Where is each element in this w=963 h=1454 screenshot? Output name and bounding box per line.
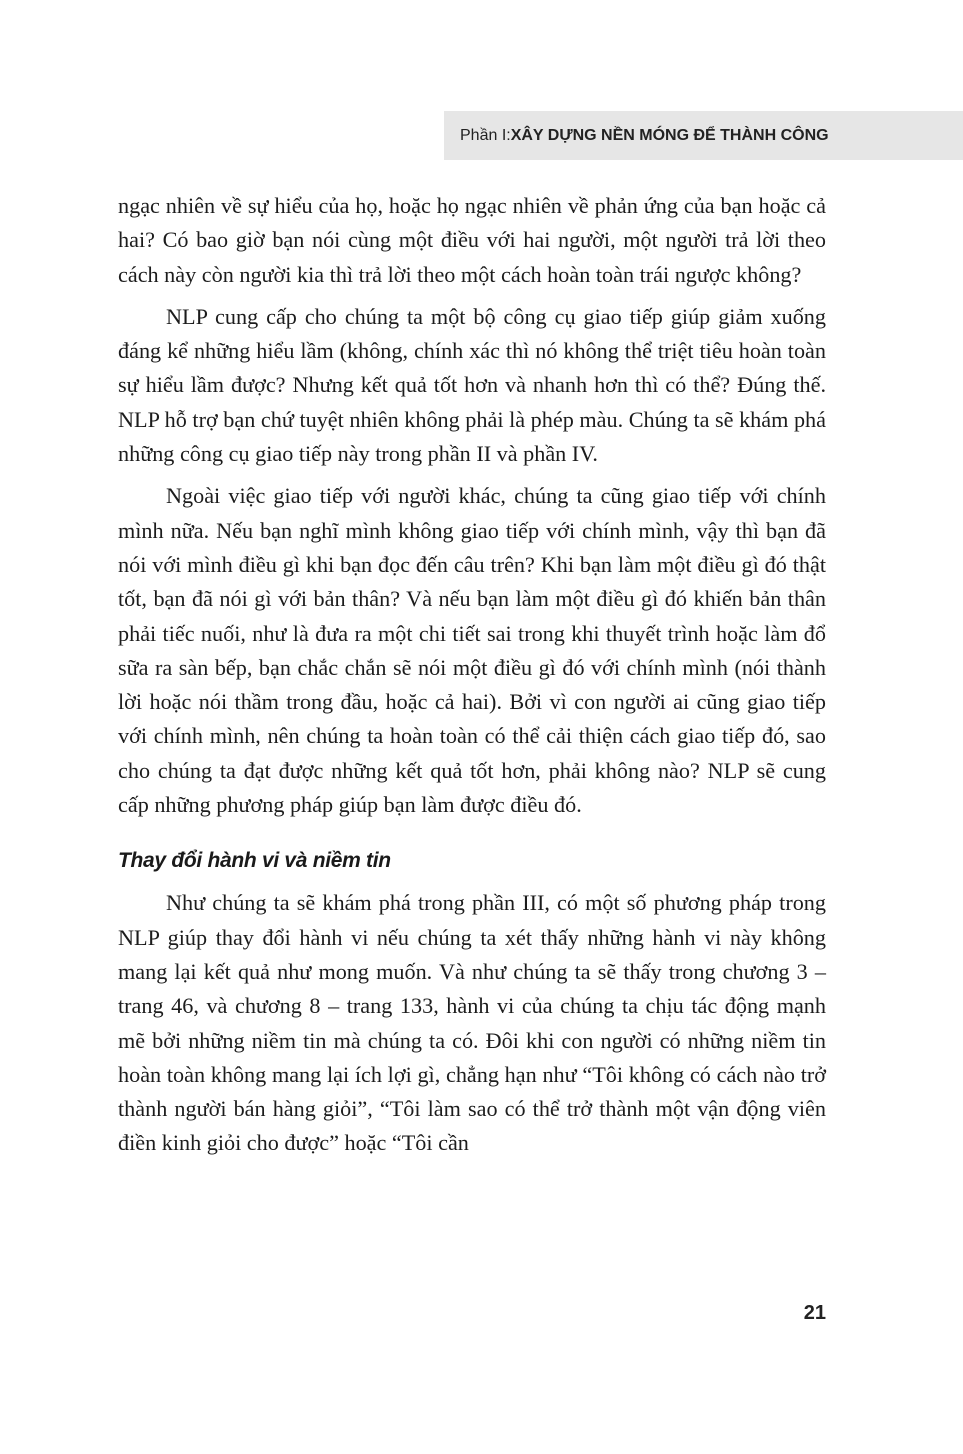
paragraph-continued: ngạc nhiên về sự hiểu của họ, hoặc họ ngạc nhiên về phản ứng của bạn hoặc cả hai? Có bao giờ bạn nói cùng một điều với hai người, một người trả lời theo cách này còn người kia thì trả lời theo một cách hoàn toàn trái ngược không? xyxy=(118,193,826,287)
header-part-title: XÂY DỰNG NỀN MÓNG ĐỂ THÀNH CÔNG xyxy=(510,126,829,144)
paragraph: Ngoài việc giao tiếp với người khác, chúng ta cũng giao tiếp với chính mình nữa. Nếu bạn nghĩ mình không giao tiếp với chính mình, vậy thì bạn đã nói với mình điều gì khi bạn đọc đến câu trên? Khi bạn làm một điều gì đó thật tốt, bạn đã nói gì với bản thân? Và nếu bạn làm một điều gì đó khiến bản thân phải tiếc nuối, như là đưa ra một chi tiết sai trong khi thuyết trình hoặc làm đổ sữa ra sàn bếp, bạn chắc chắn sẽ nói một điều gì đó với chính mình (nói thành lời hoặc nói thầm trong đầu, hoặc cả hai). Bởi vì con người ai cũng giao tiếp với chính mình, nên chúng ta hoàn toàn có thể cải thiện cách giao tiếp đó, sao cho chúng ta đạt được những kết quả tốt hơn, phải không nào? NLP sẽ cung cấp những phương pháp giúp bạn làm được điều đó. xyxy=(118,483,826,818)
page-body xyxy=(118,189,826,1169)
section-heading: Thay đổi hành vi và niềm tin xyxy=(118,849,391,873)
paragraph: Như chúng ta sẽ khám phá trong phần III, có một số phương pháp trong NLP giúp thay đổi hành vi nếu chúng ta xét thấy những hành vi này không mang lại kết quả như mong muốn. Và như chúng ta sẽ thấy trong chương 3 – trang 46, và chương 8 – trang 133, hành vi của chúng ta chịu tác động mạnh mẽ bởi những niềm tin mà chúng ta có. Đôi khi con người có những niềm tin hoàn toàn không mang lại ích lợi gì, chẳng hạn như “Tôi không có cách nào trở thành người bán hàng giỏi”, “Tôi làm sao có thể trở thành một vận động viên điền kinh giỏi cho được” hoặc “Tôi cần xyxy=(118,890,826,1156)
running-header xyxy=(444,111,963,160)
paragraph: NLP cung cấp cho chúng ta một bộ công cụ giao tiếp giúp giảm xuống đáng kể những hiểu lầm (không, chính xác thì nó không thể triệt tiêu hoàn toàn sự hiểu lầm được? Nhưng kết quả tốt hơn và nhanh hơn thì có thể? Đúng thế. NLP hỗ trợ bạn chứ tuyệt nhiên không phải là phép màu. Chúng ta sẽ khám phá những công cụ giao tiếp này trong phần II và phần IV. xyxy=(118,303,826,467)
page-number: 21 xyxy=(803,1302,826,1324)
header-part-label: Phần I: xyxy=(460,126,511,144)
